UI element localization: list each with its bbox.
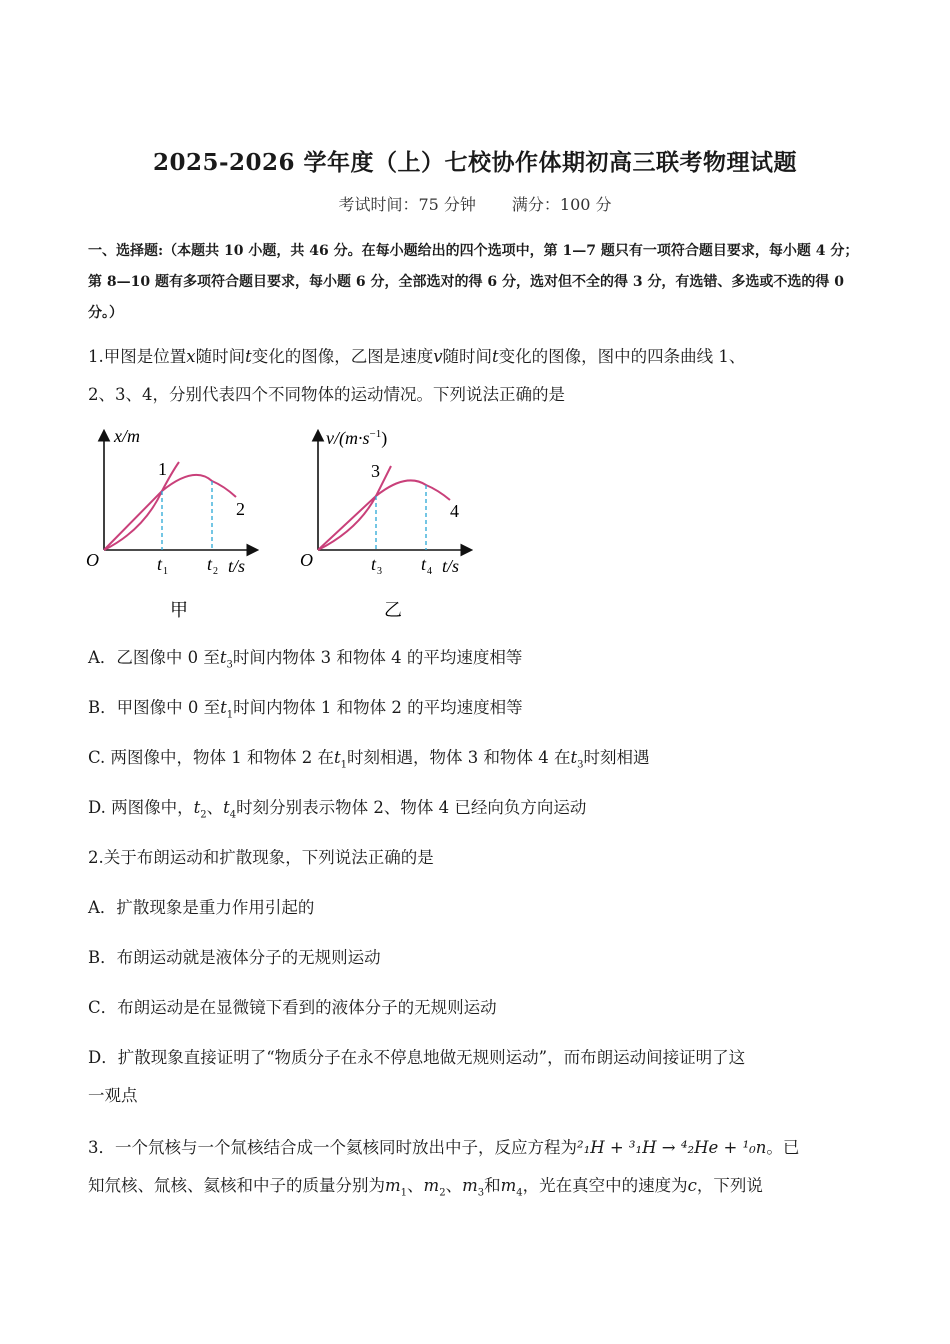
graph-jia xyxy=(86,426,256,621)
graph-yi xyxy=(300,428,470,621)
q2-option-c[interactable]: C．布朗运动是在显微镜下看到的液体分子的无规则运动 xyxy=(88,998,497,1017)
q2-option-a[interactable]: A．扩散现象是重力作用引起的 xyxy=(88,898,315,917)
yi-t4-sub: 4 xyxy=(427,566,432,577)
q1-option-b[interactable]: B．甲图像中 0 至$t_1$时间内物体 1 和物体 2 的平均速度相等 xyxy=(88,698,523,721)
yi-curve-4-label: 4 xyxy=(450,501,459,521)
yi-curve-4 xyxy=(318,480,450,550)
yi-t4: t xyxy=(421,554,427,574)
q1-option-c[interactable]: C. 两图像中，物体 1 和物体 2 在$t_1$时刻相遇，物体 3 和物体 4 在$t_3$时刻相遇 xyxy=(88,748,650,771)
q1-figure xyxy=(84,420,484,630)
q3-stem-line2: 知氘核、氚核、氦核和中子的质量分别为$m_1$、$m_2$、$m_3$和$m_4$，光在真空中的速度为c，下列说 xyxy=(88,1176,763,1199)
jia-x-label: t/s xyxy=(228,556,246,576)
jia-origin: O xyxy=(86,550,99,570)
q2-stem: 2.关于布朗运动和扩散现象，下列说法正确的是 xyxy=(88,848,434,867)
yi-caption: 乙 xyxy=(384,600,402,621)
q1-option-a[interactable]: A．乙图像中 0 至$t_3$时间内物体 3 和物体 4 的平均速度相等 xyxy=(88,648,523,671)
jia-t2: t xyxy=(207,554,213,574)
q3-stem-line1: 3．一个氘核与一个氚核结合成一个氦核同时放出中子，反应方程为²₁H + ³₁H → ⁴₂He + ¹₀n。已 xyxy=(88,1138,800,1157)
jia-y-label: x/m xyxy=(114,426,140,446)
jia-caption: 甲 xyxy=(170,600,188,621)
yi-t3-sub: 3 xyxy=(377,566,382,577)
yi-t3: t xyxy=(371,554,377,574)
yi-curve-3-label: 3 xyxy=(371,461,380,481)
jia-curve-2-label: 2 xyxy=(236,499,245,519)
yi-y-label: $v/(m\cdot s^{-1})$ xyxy=(326,428,388,448)
page-title: 2025-2026 学年度（上）七校协作体期初高三联考物理试题 xyxy=(152,149,798,176)
q2-option-b[interactable]: B．布朗运动就是液体分子的无规则运动 xyxy=(88,948,381,967)
q3-equation: ²₁H + ³₁H → ⁴₂He + ¹₀n xyxy=(577,1138,767,1157)
exam-subtitle xyxy=(0,192,950,215)
yi-curve-3 xyxy=(318,466,391,550)
jia-t1: t xyxy=(157,554,163,574)
exam-score: 满分：100 分 xyxy=(511,195,612,214)
q1-option-d[interactable]: D. 两图像中，$t_2$、$t_4$时刻分别表示物体 2、物体 4 已经向负方向运动 xyxy=(88,798,587,821)
exam-time: 考试时间：75 分钟 xyxy=(338,195,476,214)
jia-t2-sub: 2 xyxy=(213,566,218,577)
jia-curve-1 xyxy=(104,462,179,550)
yi-x-label: t/s xyxy=(442,556,460,576)
q2-option-d-line2[interactable]: 一观点 xyxy=(88,1086,138,1105)
jia-t1-sub: 1 xyxy=(163,566,168,577)
q1-stem-line2: 2、3、4，分别代表四个不同物体的运动情况。下列说法正确的是 xyxy=(88,385,565,404)
jia-curve-1-label: 1 xyxy=(158,459,167,479)
q2-option-d-line1[interactable]: D．扩散现象直接证明了“物质分子在永不停息地做无规则运动”，而布朗运动间接证明了这 xyxy=(88,1048,746,1067)
yi-origin: O xyxy=(300,550,313,570)
section-instructions: 一、选择题:（本题共 10 小题，共 46 分。在每小题给出的四个选项中，第 1—7 题只有一项符合题目要求，每小题 4 分；第 8—10 题有多项符合题目要求，每小题 6 分，全部选对的得 6 分，选对但不全的得 3 分，有选错、多选或不选的得 0 分。） xyxy=(88,243,859,321)
q1-stem-line1: 1.甲图是位置x随时间t变化的图像，乙图是速度v随时间t变化的图像，图中的四条曲线 1、 xyxy=(88,347,746,366)
